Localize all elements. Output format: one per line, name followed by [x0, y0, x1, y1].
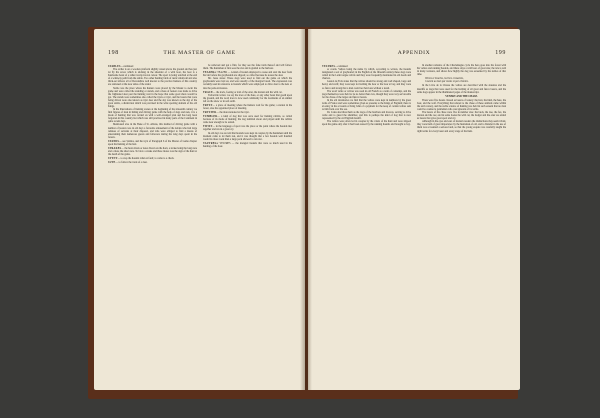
entry-text: or TEAZER — A kind of hound employed to rouse and start the deer from his lair before the greyhounds are slipped; so called because he teases the deer. [203, 71, 292, 78]
body-paragraph: Gaston de Foix states that the veltres should be strong and well shaped, large and heavy and swift; they were kept for holding the bear or the boar at bay, and they were so fierce and strong that a man could not hold one without a leash. [322, 80, 411, 90]
entry-text: — to follow the track of a deer. [115, 161, 148, 165]
body-paragraph: In old days we are told that hounds were kept in couples by the huntsmen until the moment came to let them run, and it was thought that a few hounds well handled would do more work than a large pack allowed to run riot. [203, 131, 292, 141]
book-gutter [300, 29, 312, 390]
left-column-2 [203, 64, 292, 148]
entry-headword: TEASER [203, 71, 215, 75]
entry-headword: TRYSTER [203, 111, 217, 115]
body-paragraph: Mentioned also in the Boke of St. Albans, this method of driving game with a number of beaters was in old days a favourite amusement of the nobles who had large retinues of servants at their disposal, and who were obliged to find a means of entertaining their numerous guests and followers during the long days spent in the forests. [108, 123, 197, 139]
left-running-title: THE MASTER OF GAME [163, 50, 236, 56]
right-column-2 [417, 64, 506, 133]
body-paragraph: The word veltre or veltres was used in old French as a term of contempt, and the dogs themselves were held to be no better than curs, though they were very serviceable for the chase of the larger and fiercer beasts. [322, 89, 411, 99]
entry-headword: STYNT [108, 157, 118, 161]
entry-text: — the horn-blasts or notes blown on the horn, a strake being the long note and a mote the short note. To blow a strake and three motes was the sign of the hunt at the death of the game. [108, 147, 197, 157]
right-running-head [322, 50, 506, 59]
body-paragraph: or courts. Veltres being the name by which, according to writers, the hounds designated a sort of greyhound; in the English of the fifteenth century these dogs were called in the Latin tongue veltris and they were frequently mentioned in old deeds and charters. [322, 68, 411, 81]
entry-text: — see Stables, and the tryst of Paragraph 6 of the Master of Game chapter upon the hunting of the hart. [108, 139, 197, 146]
body-paragraph: There were five beasts classed as beasts of venery: the hart, the hind, the hare, the boar, and the wolf. Everything that related to the chase of these animals came within the term venery, and the noble science of hunting was held in such esteem that no man could be counted a gentleman who was ignorant of its terms. [417, 98, 506, 112]
entry-headword: TRACE [203, 90, 213, 94]
entry-text: — the track, footing or trail of the otter, the marten and the wild cat. [212, 90, 283, 94]
glossary-entry [108, 157, 197, 160]
entry-headword: TUMBLER [203, 115, 218, 119]
entry-text: —continued [335, 65, 348, 68]
glossary-entry [203, 115, 292, 124]
verse-quote: Veltres et braches, levriers et mastins, Courent au bois par monts et par chemins. [425, 77, 469, 84]
body-paragraph: be removed and put a flint, for they see the false trails thereof and will follow them. The huntsman at first sees the slot and is guided to the harbour. [203, 64, 292, 71]
body-paragraph: Although in the eyes and ears of modern readers the distinctions may seem trivial, they were held of great importance by the huntsmen of old, and to blunder in the use of them was accounted a serious fault, so that the young esquire was carefully taught the right terms for every beast and every stage of the hunt. [417, 120, 506, 133]
entry-text: —continued [120, 65, 134, 68]
body-paragraph: The archer is on a wooden platform slightly raised above the ground and has just let fly his arrow which is sticking in the shoulder of a wild boar, the boar is a handsome beast of a rather tawny-brown colour. The sport is being watched at the end of a walkway path from the stable. Two other hunting birds of rustic small-tail and also thick-set fellows all of Devonshire well known to the practice hunters of this country are stationed at the near sides of the stand. [108, 68, 197, 87]
entry-text: or VELTRES — the mongrel hounds that were so much used in the hunting of the boar. [203, 141, 292, 148]
body-paragraph: In the Livre de la Chasse the veltres are described with the alauntes and the mastiffs as dogs that were used for the holding of all great and fierce beasts, and the same dogs appear in the illuminated pages of the manuscript. [417, 84, 506, 94]
entry-text: — to stop the hounds when at fault; to come to a check. [117, 157, 175, 161]
glossary-entry [203, 111, 292, 114]
body-paragraph: Stable was the place where the hunters were placed by the Master to await the game and were called the standing or stands, and a mass of beaters was made to drive the frightened deer past the hunting wait in the hope that some good shots would be got. The stands were sometimes also called the trysts or tryst, and the beasts that were being driven were also known as tryst deer and the day was known as the day of the great stable, a distinction which was practised in the wide sporting domain of the old Kings. [108, 86, 197, 109]
glossary-entry [108, 147, 197, 156]
section-subheading: VENERY AND THE CHASE. [445, 94, 478, 98]
body-paragraph: Mr. Jesse states: These dogs were used to find out the game on which the greyhounds were laid on, and were usually of the mongrel breed. The expression was certainly used in reference to hounds which were employed to drive deer to the nets or into the park enclosures. [203, 77, 292, 90]
right-column-1 [322, 64, 411, 127]
glossary-entry [203, 142, 292, 148]
body-paragraph: In the illustrations of hunting scenes at the beginning of the sixteenth century we find figures of men in hiding and driving game with the help of dogs and nets, it is a mode of hunting that was carried on with a well-arranged plan and has long been forgotten in this country but which was still practised in many parts of the Continent in quite recent days. [108, 108, 197, 124]
body-paragraph: Dr. Caius describes them as the dogs of the butchers and drovers, serving to drive cattle and to guard the shambles; and this is perhaps the kind of dog that is now represented by the old English mastiff. [322, 111, 411, 121]
entry-text: — a kind of dog that was once used for hunting rabbits, so called because of its mode of hunting; the dog tumbled about and played until the rabbits came near enough to be seized. [203, 115, 292, 125]
body-paragraph: In the old inventories we find that the veltres were kept in numbers by the great lords of France and were sometimes given as presents to the Kings of England; there is an entry in the accounts of King John of a payment for the keep of certain veltres sent to him from over the sea. [322, 98, 411, 112]
entry-headword: STANDS [108, 139, 120, 143]
body-paragraph: The veltres were often led in couples by the valets of the hunt and were slipped upon the game only after it had been roused by the running hounds and brought to bay. [322, 120, 411, 127]
entry-headword: TRYST [203, 103, 213, 107]
entry-headword: TWIST [203, 125, 213, 129]
left-page [94, 29, 305, 390]
left-running-head [108, 50, 291, 59]
right-page-number: 199 [495, 50, 506, 56]
entry-headword: VELTRES [322, 65, 336, 68]
glossary-entry [108, 140, 197, 146]
left-column-1 [108, 64, 197, 164]
right-running-title: APPENDIX [397, 50, 431, 56]
glossary-entry [203, 104, 292, 110]
entry-headword: STABLES [108, 65, 121, 68]
body-paragraph: In another romance of the Charlemagne cycle the hero goes into the forest with his veltres and running hounds, and there slays a wild boar of great size; the tale is told in many versions, and shows how highly the dog was esteemed by the nobles of that time. [417, 64, 506, 77]
entry-headword: SUTE [108, 161, 116, 165]
body-paragraph: The beasts of the chase were five in number also: the buck, the doe, the fox, the marten and the roe; and in some books the wild cat, the badger and the otter are added as beasts that gave great sport and cry. [417, 111, 506, 121]
body-paragraph: Turbervile writes: we say the trace of the hare, or any other beast that goeth upon the ground, and the word trace is now used commonly for the footmarks of an animal left on the snow or in soft earth. [203, 93, 292, 103]
entry-headword: STRAKES [108, 147, 122, 151]
entry-text: — the man stationed at the tryst. [216, 111, 250, 115]
entry-headword: VAUTRES [203, 141, 217, 145]
glossary-entry [108, 161, 197, 164]
right-page [308, 29, 520, 390]
left-page-number: 198 [108, 50, 119, 56]
entry-text: — in the language of sport was the place or the point where the hounds met together and ran in a great cry. [203, 125, 292, 132]
entry-text: — a place of meeting where the hunters wait for the game; a station in the forest, also the appointed place of meeting. [203, 103, 292, 111]
